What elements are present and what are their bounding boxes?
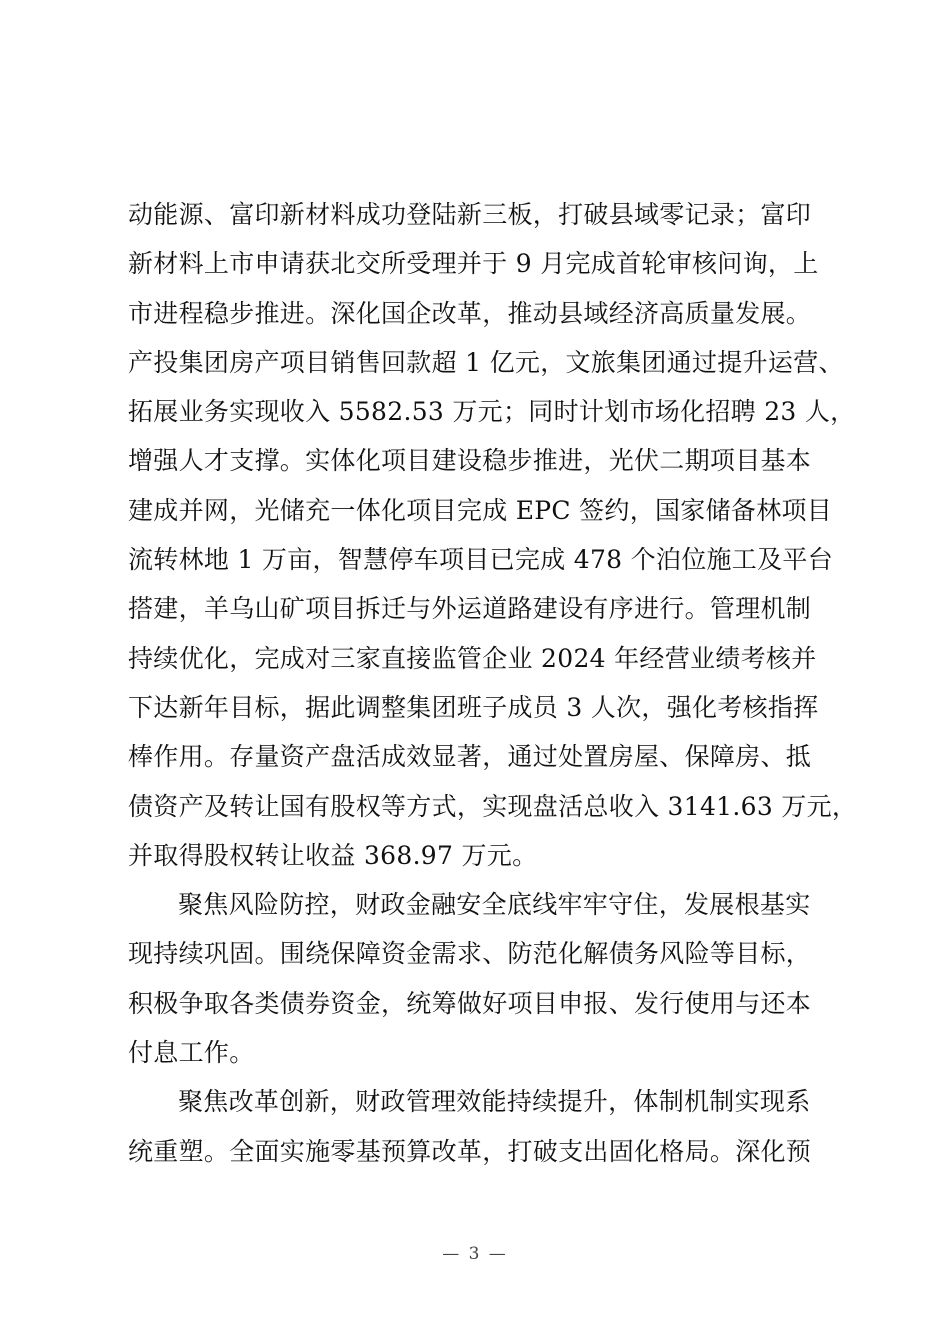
paragraph-start-line: 聚焦改革创新，财政管理效能持续提升，体制机制实现系 — [178, 1087, 811, 1117]
text-line: 拓展业务实现收入 5582.53 万元；同时计划市场化招聘 23 人， — [128, 397, 856, 427]
text-line: 付息工作。 — [128, 1038, 255, 1068]
text-line: 债资产及转让国有股权等方式，实现盘活总收入 3141.63 万元， — [128, 791, 858, 821]
text-line: 统重塑。全面实施零基预算改革，打破支出固化格局。深化预 — [128, 1136, 812, 1166]
text-line: 建成并网，光储充一体化项目完成 EPC 签约，国家储备林项目 — [128, 495, 833, 525]
text-line: 现持续巩固。围绕保障资金需求、防范化解债务风险等目标， — [128, 939, 812, 969]
text-line: 持续优化，完成对三家直接监管企业 2024 年经营业绩考核并 — [128, 643, 817, 673]
text-line: 市进程稳步推进。深化国企改革，推动县域经济高质量发展。 — [128, 298, 812, 328]
text-line: 动能源、富印新材料成功登陆新三板，打破县域零记录；富印 — [128, 200, 812, 229]
text-line: 增强人才支撑。实体化项目建设稳步推进，光伏二期项目基本 — [128, 446, 812, 476]
page-number: — 3 — — [442, 1244, 508, 1264]
text-line: 棒作用。存量资产盘活成效显著，通过处置房屋、保障房、抵 — [128, 742, 812, 772]
text-line: 产投集团房产项目销售回款超 1 亿元，文旅集团通过提升运营、 — [128, 347, 844, 377]
text-line: 流转林地 1 万亩，智慧停车项目已完成 478 个泊位施工及平台 — [128, 545, 834, 575]
text-line: 积极争取各类债券资金，统筹做好项目申报、发行使用与还本 — [128, 988, 812, 1018]
paragraph-start-line: 聚焦风险防控，财政金融安全底线牢牢守住，发展根基实 — [178, 890, 811, 920]
text-line: 新材料上市申请获北交所受理并于 9 月完成首轮审核问询，上 — [128, 249, 819, 279]
body-text — [128, 190, 858, 1176]
text-line: 下达新年目标，据此调整集团班子成员 3 人次，强化考核指挥 — [128, 692, 819, 722]
text-line: 并取得股权转让收益 368.97 万元。 — [128, 840, 538, 870]
text-line: 搭建，羊乌山矿项目拆迁与外运道路建设有序进行。管理机制 — [128, 594, 812, 624]
